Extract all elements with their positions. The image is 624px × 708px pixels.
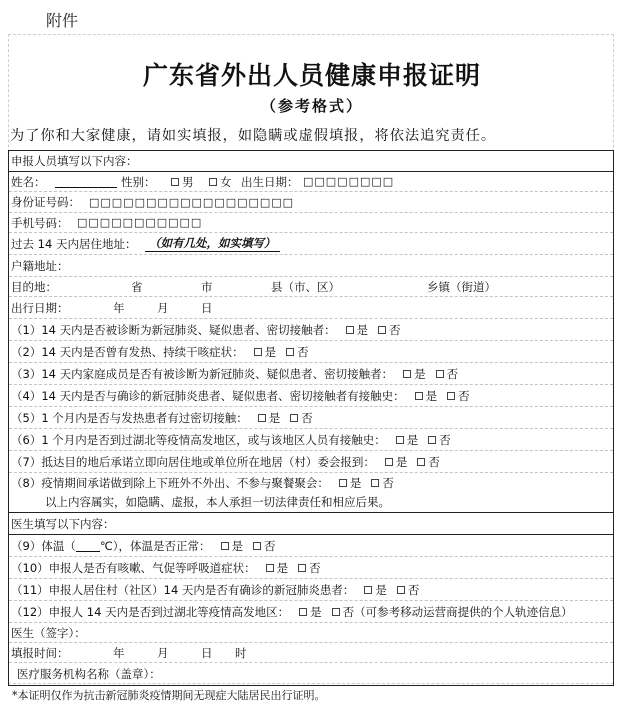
doctor-section-header [9, 512, 613, 534]
document-title: 广东省外出人员健康申报证明 [142, 61, 481, 90]
footnote: *本证明仅作为抗击新冠肺炎疫情期间无现症大陆居民出行证明。 [12, 689, 326, 702]
question-text: （11）申报人居住村（社区）14 天内是否有确诊的新冠肺炎患者： [11, 582, 355, 597]
row-name-gender-birth [9, 171, 613, 191]
no-checkbox[interactable] [378, 326, 386, 334]
q12-note: （可参考移动运营商提供的个人轨迹信息） [354, 604, 573, 619]
yes-checkbox[interactable] [266, 564, 274, 572]
row-id [9, 191, 613, 212]
no-checkbox[interactable] [397, 586, 405, 594]
row-phone [9, 212, 613, 232]
question-text: （6）1 个月内是否到过湖北等疫情高发地区，或与该地区人员有接触史： [11, 432, 386, 447]
report-month: 月 [157, 645, 169, 660]
report-year: 年 [113, 645, 125, 660]
yes-checkbox[interactable] [346, 326, 354, 334]
no-checkbox[interactable] [298, 564, 306, 572]
no-checkbox[interactable] [332, 608, 340, 616]
question-row: （4）14 天内是否与确诊的新冠肺炎患者、疑似患者、密切接触者有接触史： 是 否 [9, 384, 613, 406]
departure-label: 出行日期： [11, 300, 69, 315]
departure-month: 月 [157, 300, 169, 315]
name-field[interactable] [55, 172, 117, 191]
no-checkbox[interactable] [253, 542, 261, 550]
female-option[interactable]: 女 [199, 172, 232, 191]
row-report-time [9, 642, 613, 662]
report-hour: 时 [235, 645, 247, 660]
question-text: （7）抵达目的地后承诺立即向居住地或单位所在地居（村）委会报到： [11, 454, 375, 469]
no-checkbox[interactable] [436, 370, 444, 378]
q9-unit: ℃），体温是否正常： [99, 538, 211, 553]
question-row: （3）14 天内家庭成员是否有被诊断为新冠肺炎、疑似患者、密切接触者： 是 否 [9, 362, 613, 384]
question-text: （8）疫情期间承诺做到除上下班外不外出、不参与聚餐聚会： [11, 475, 329, 490]
question-text: （12）申报人 14 天内是否到过湖北等疫情高发地区： [11, 604, 290, 619]
yes-checkbox[interactable] [403, 370, 411, 378]
no-checkbox[interactable] [417, 458, 425, 466]
yes-checkbox[interactable] [415, 392, 423, 400]
question-text: （2）14 天内是否曾有发热、持续干咳症状： [11, 344, 244, 359]
doctor-sign-label: 医生（签字）： [11, 625, 86, 640]
declaration-text: 以上内容属实，如隐瞒、虚报，本人承担一切法律责任和相应后果。 [45, 495, 390, 509]
question-row: （10）申报人是否有咳嗽、气促等呼吸道症状： 是 否 [9, 556, 613, 578]
question-row: （12）申报人 14 天内是否到过湖北等疫情高发地区： 是 否 （可参考移动运营商提供的个人轨迹信息） [9, 600, 613, 622]
id-boxes[interactable]: □□□□□□□□□□□□□□□□□□ [89, 195, 295, 209]
yes-checkbox[interactable] [339, 479, 347, 487]
question-row: （1）14 天内是否被诊断为新冠肺炎、疑似患者、密切接触者： 是 否 [9, 318, 613, 340]
attachment-label: 附件 [46, 11, 79, 30]
q9-prefix: （9）体温（ [11, 538, 76, 553]
town-label: 乡镇（街道） [427, 279, 496, 294]
departure-year: 年 [113, 300, 125, 315]
residence14-label: 过去 14 天内居住地址： [11, 236, 137, 251]
yes-checkbox[interactable] [258, 414, 266, 422]
no-checkbox[interactable] [371, 479, 379, 487]
institution-label: 医疗服务机构名称（盖章）： [17, 667, 161, 681]
departure-day: 日 [201, 300, 213, 315]
applicant-section-label: 申报人员填写以下内容： [11, 154, 138, 168]
question-text: （5）1 个月内是否与发热患者有过密切接触： [11, 410, 248, 425]
residence-hint: （如有几处，如实填写） [145, 235, 280, 252]
doctor-section-label: 医生填写以下内容： [11, 516, 115, 531]
yes-checkbox[interactable] [364, 586, 372, 594]
no-checkbox[interactable] [447, 392, 455, 400]
phone-label: 手机号码： [11, 215, 69, 230]
row-domicile [9, 254, 613, 276]
report-day: 日 [201, 645, 213, 660]
yes-checkbox[interactable] [385, 458, 393, 466]
declaration-form [8, 150, 614, 686]
province-label: 省 [131, 279, 143, 294]
question-row: （7）抵达目的地后承诺立即向居住地或单位所在地居（村）委会报到： 是 否 [9, 450, 613, 472]
birth-boxes[interactable]: □□□□□□□□ [303, 175, 395, 188]
row-destination [9, 276, 613, 296]
yes-checkbox[interactable] [254, 348, 262, 356]
county-label: 县（市、区） [271, 279, 340, 294]
city-label: 市 [201, 279, 213, 294]
question-text: （4）14 天内是否与确诊的新冠肺炎患者、疑似患者、密切接触者有接触史： [11, 388, 405, 403]
gender-label: 性别： [121, 174, 156, 189]
id-label: 身份证号码： [11, 195, 80, 209]
row-residence14 [9, 232, 613, 254]
residence14-field[interactable] [145, 233, 280, 254]
document-subtitle: （参考格式） [260, 97, 363, 115]
question-text: （3）14 天内家庭成员是否有被诊断为新冠肺炎、疑似患者、密切接触者： [11, 366, 394, 381]
male-checkbox[interactable] [171, 178, 179, 186]
female-checkbox[interactable] [209, 178, 217, 186]
no-checkbox[interactable] [290, 414, 298, 422]
no-checkbox[interactable] [428, 436, 436, 444]
yes-checkbox[interactable] [396, 436, 404, 444]
notice-text: 为了你和大家健康，请如实填报，如隐瞒或虚假填报，将依法追究责任。 [10, 128, 497, 144]
male-option[interactable]: 男 [161, 172, 194, 191]
phone-boxes[interactable]: □□□□□□□□□□□ [77, 216, 203, 229]
question-row: （11）申报人居住村（社区）14 天内是否有确诊的新冠肺炎患者： 是 否 [9, 578, 613, 600]
temperature-field[interactable] [76, 539, 100, 552]
question-text: （10）申报人是否有咳嗽、气促等呼吸道症状： [11, 560, 256, 575]
question-row: （6）1 个月内是否到过湖北等疫情高发地区，或与该地区人员有接触史： 是 否 [9, 428, 613, 450]
question-row-temperature: （9）体温（ ℃），体温是否正常： 是 否 [9, 534, 613, 556]
question-row: （8）疫情期间承诺做到除上下班外不外出、不参与聚餐聚会： 是 否 [9, 472, 613, 492]
yes-checkbox[interactable] [221, 542, 229, 550]
question-row: （2）14 天内是否曾有发热、持续干咳症状： 是 否 [9, 340, 613, 362]
question-text: （1）14 天内是否被诊断为新冠肺炎、疑似患者、密切接触者： [11, 322, 336, 337]
row-departure [9, 296, 613, 318]
name-label: 姓名： [11, 174, 46, 189]
yes-checkbox[interactable] [299, 608, 307, 616]
declaration-row [9, 492, 613, 512]
birth-label: 出生日期： [241, 174, 299, 189]
row-doctor-sign [9, 622, 613, 642]
no-checkbox[interactable] [286, 348, 294, 356]
applicant-section-header [9, 151, 613, 171]
domicile-label: 户籍地址： [11, 258, 69, 273]
question-row: （5）1 个月内是否与发热患者有过密切接触： 是 否 [9, 406, 613, 428]
row-institution [9, 662, 613, 685]
destination-label: 目的地： [11, 279, 57, 294]
report-time-label: 填报时间： [11, 645, 69, 660]
